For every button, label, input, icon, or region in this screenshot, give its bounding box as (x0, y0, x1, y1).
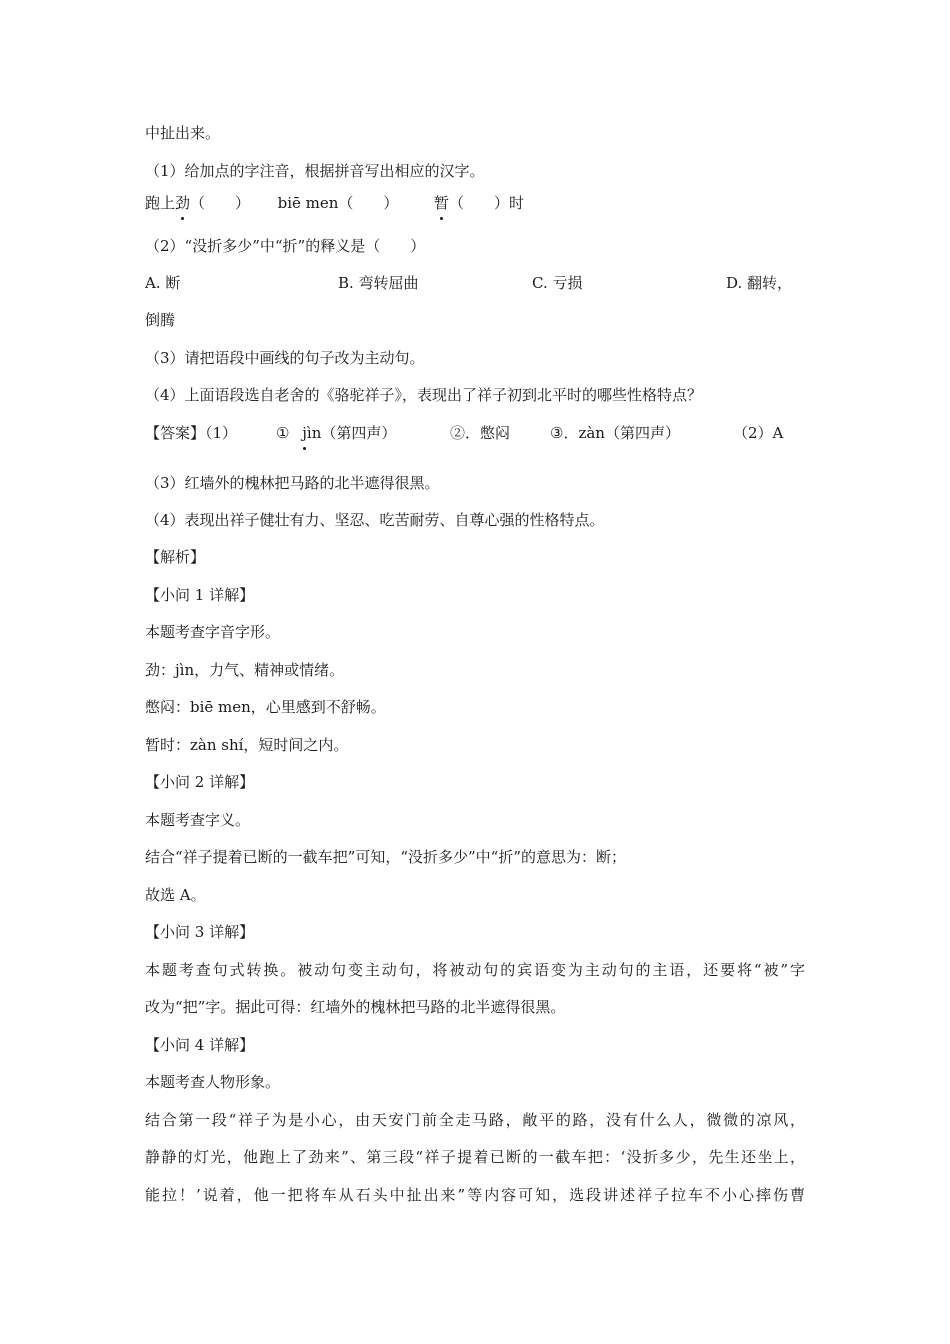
answer-3: ③．zàn（第四声） (550, 424, 680, 442)
answer-q3: （3）红墙外的槐林把马路的北半遮得很黑。 (145, 474, 440, 492)
text-line: 改为“把”字。据此可得：红墙外的槐林把马路的北半遮得很黑。 (145, 998, 566, 1016)
answer-label: 【答案】（1） (145, 424, 238, 442)
choice-d-wrap: 倒腾 (145, 311, 176, 329)
text-line: 能拉！’说着，他一把将车从石头中扯出来”等内容可知，选段讲述祥子拉车不小心摔伤曹 (145, 1186, 805, 1204)
text-line: 结合第一段“祥子为是小心，由天安门前全走马路，敞平的路，没有什么人，微微的凉风， (145, 1111, 805, 1129)
answer-4: （2）A (733, 424, 784, 442)
text-line: 本题考查句式转换。被动句变主动句，将被动句的宾语变为主动句的主语，还要将“被”字 (145, 961, 805, 979)
choice-b: B. 弯转屈曲 (338, 274, 419, 292)
text-line: 本题考查人物形象。 (145, 1073, 281, 1091)
answer-q4: （4）表现出祥子健壮有力、坚忍、吃苦耐劳、自尊心强的性格特点。 (145, 511, 605, 529)
question-4: （4）上面语段选自老舍的《骆驼祥子》，表现出了祥子初到北平时的哪些性格特点？ (145, 386, 703, 404)
dotted-character: 暂 (433, 194, 449, 212)
text-line: 中扯出来。 (145, 124, 221, 142)
sub-heading-3: 【小问 3 详解】 (145, 923, 255, 941)
text-line: 憋闷：biē men，心里感到不舒畅。 (145, 698, 386, 716)
text-line: 故选 A。 (145, 886, 206, 904)
answer-2: ②．憋闷 (450, 424, 511, 442)
text-line: 本题考查字音字形。 (145, 623, 281, 641)
choice-c: C. 亏损 (532, 274, 583, 292)
sub-heading-2: 【小问 2 详解】 (145, 773, 255, 791)
question-1: （1）给加点的字注音，根据拼音写出相应的汉字。 (145, 162, 485, 180)
analysis-heading: 【解析】 (145, 548, 206, 566)
dotted-character: 劲 (175, 194, 191, 212)
text-line: 静静的灯光，他跑上了劲来”、第三段“祥子提着已断的一截车把：‘没折多少，先生还坐上， (145, 1148, 805, 1166)
answer-1: ① jìn（第四声） (276, 424, 397, 442)
choice-d: D. 翻转， (726, 274, 793, 292)
text-line: 暂时：zàn shí，短时间之内。 (145, 736, 349, 754)
sub-heading-1: 【小问 1 详解】 (145, 586, 255, 604)
blank-c-paren: （ ）时 (449, 194, 525, 212)
question-1-blanks (145, 192, 524, 214)
choice-a: A. 断 (145, 274, 181, 292)
dotted-character: j (302, 424, 307, 442)
text-line: 本题考查字义。 (145, 811, 251, 829)
sub-heading-4: 【小问 4 详解】 (145, 1036, 255, 1054)
text-line: 劲：jìn，力气、精神或情绪。 (145, 661, 345, 679)
blank-b: biē men（ ） (277, 194, 399, 212)
blank-a-paren: （ ） (190, 194, 251, 212)
question-3: （3）请把语段中画线的句子改为主动句。 (145, 349, 425, 367)
blank-a-prefix: 跑上 (145, 194, 176, 212)
question-2: （2）“没折多少”中“折”的释义是（ ） (145, 237, 426, 255)
text-line: 结合“祥子提着已断的一截车把”可知，“没折多少”中“折”的意思为：断； (145, 848, 627, 866)
